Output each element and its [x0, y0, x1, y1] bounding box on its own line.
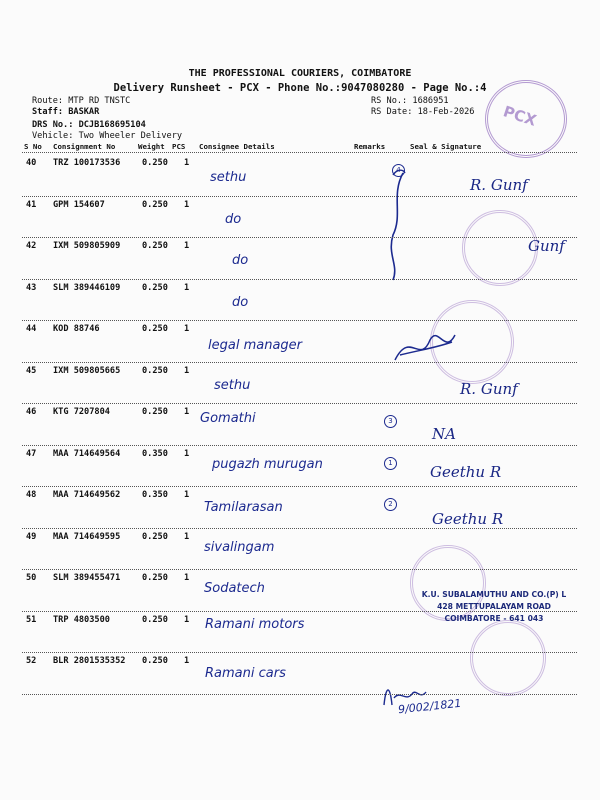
row-consignment-no: SLM 389446109: [53, 282, 121, 293]
row-consignee-handwriting: do: [232, 294, 249, 310]
company-title: THE PROFESSIONAL COURIERS, COIMBATORE: [188, 68, 412, 79]
row-pcs: 1: [184, 158, 190, 168]
col-remarks: Remarks: [354, 142, 386, 151]
row-weight: 0.250: [142, 614, 168, 625]
row-pcs: 1: [184, 407, 190, 417]
row-divider: [22, 611, 577, 612]
row-consignment-no: KOD 88746: [53, 324, 100, 334]
row-consignment-no: TRZ 100173536: [53, 158, 121, 168]
row-pcs: 1: [184, 365, 190, 376]
row-consignee-handwriting: Tamilarasan: [204, 500, 283, 515]
round-seal-1: [462, 210, 538, 286]
row-consignment-no: IXM 509805909: [53, 241, 121, 251]
row-sno: 46: [26, 407, 37, 417]
row-pcs: 1: [184, 490, 190, 500]
address-stamp: [394, 589, 594, 625]
col-seal: Seal & Signature: [410, 142, 482, 151]
row-divider: [22, 362, 577, 363]
row-consignment-no: MAA 714649562: [53, 490, 121, 500]
row-sno: 52: [26, 656, 37, 666]
row-weight: 0.350: [142, 448, 168, 459]
row-pcs: 1: [184, 531, 190, 542]
row-sno: 40: [26, 158, 37, 168]
row-signature: R. Gunf: [470, 176, 528, 194]
row-weight: 0.250: [142, 573, 168, 583]
row-divider: [22, 196, 577, 197]
row-divider: [22, 652, 577, 653]
row-sno: 48: [26, 490, 37, 500]
row-weight: 0.350: [142, 490, 168, 500]
rs-number: RS No.: 1686951: [371, 96, 449, 106]
row-divider: [22, 569, 577, 570]
row-signature: Gunf: [528, 237, 565, 255]
row-sno: 44: [26, 324, 37, 334]
address-line1: K.U. SUBALAMUTHU AND CO.(P) L: [421, 590, 567, 599]
row-pcs: 1: [184, 448, 190, 459]
row-remark-circle: 4: [392, 164, 405, 177]
vehicle: Vehicle: Two Wheeler Delivery: [32, 131, 183, 141]
row-weight: 0.250: [142, 656, 168, 666]
row-signature: Geethu R: [430, 462, 502, 481]
row-sno: 42: [26, 241, 37, 251]
row-signature: R. Gunf: [460, 379, 518, 398]
row-weight: 0.250: [142, 324, 168, 334]
row-pcs: 1: [184, 614, 190, 625]
header-divider: [22, 152, 577, 153]
row-divider: [22, 237, 577, 238]
row-pcs: 1: [184, 656, 190, 666]
route-info: [32, 96, 182, 142]
row-divider: [22, 528, 577, 529]
row-consignment-no: MAA 714649564: [53, 448, 121, 459]
row-remark-circle: 1: [384, 457, 397, 470]
col-pcs: PCS: [172, 142, 186, 151]
row-consignee-handwriting: pugazh murugan: [212, 456, 323, 472]
row-weight: 0.250: [142, 241, 168, 251]
col-consignee: Consignee Details: [199, 142, 275, 151]
row-consignee-handwriting: do: [232, 253, 249, 268]
row-consignee-handwriting: Sodatech: [204, 581, 265, 596]
rs-info: [371, 96, 474, 118]
row-sno: 43: [26, 282, 37, 293]
row-divider: [22, 279, 577, 280]
rs-date: RS Date: 18-Feb-2026: [371, 107, 475, 117]
col-weight: Weight: [138, 142, 165, 151]
row-consignment-no: BLR 2801535352: [53, 656, 126, 666]
row-consignee-handwriting: Ramani cars: [205, 666, 286, 681]
row-pcs: 1: [184, 324, 190, 334]
row-divider: [22, 486, 577, 487]
row-consignment-no: SLM 389455471: [53, 573, 121, 583]
row-pcs: 1: [184, 282, 190, 293]
bracket-mark: [383, 165, 413, 285]
row-weight: 0.250: [142, 407, 168, 417]
row-signature: NA: [432, 425, 456, 443]
row-weight: 0.250: [142, 158, 168, 168]
row-consignment-no: TRP 4803500: [53, 614, 110, 625]
address-line2: 428 METTUPALAYAM ROAD: [437, 602, 551, 611]
row-divider: [22, 445, 577, 446]
pcx-stamp: [485, 80, 567, 158]
row-signature: Geethu R: [432, 510, 504, 528]
row-weight: 0.250: [142, 531, 168, 542]
col-consignment: Consignment No: [53, 142, 116, 151]
row-pcs: 1: [184, 241, 190, 251]
row-consignee-handwriting: sethu: [210, 170, 247, 185]
row-remark-circle: 2: [384, 498, 397, 511]
row-weight: 0.250: [142, 365, 168, 376]
route: Route: MTP RD TNSTC: [32, 96, 131, 106]
col-sno: S No: [24, 142, 42, 151]
staff: Staff: BASKAR: [32, 107, 100, 117]
row-weight: 0.250: [142, 199, 168, 210]
row-sno: 49: [26, 531, 37, 542]
row-consignee-handwriting: sivalingam: [204, 539, 275, 555]
row-consignment-no: MAA 714649595: [53, 531, 121, 542]
row-consignment-no: KTG 7207804: [53, 407, 110, 417]
row-consignee-handwriting: Gomathi: [200, 411, 256, 426]
address-line3: COIMBATORE - 641 043: [444, 614, 544, 623]
row-weight: 0.250: [142, 282, 168, 293]
row-sno: 47: [26, 448, 37, 459]
drs-number: DRS No.: DCJB168695104: [32, 120, 146, 130]
row-consignee-handwriting: legal manager: [208, 338, 303, 353]
row-divider: [22, 694, 577, 695]
scribble-signature-44: [390, 320, 460, 370]
row-sno: 45: [26, 365, 37, 376]
row-sno: 50: [26, 573, 37, 583]
round-seal-4: [470, 620, 546, 696]
footer-handwritten-note: 9/002/1821: [397, 696, 462, 717]
pcx-stamp-text: PCX: [501, 102, 539, 130]
row-consignee-handwriting: sethu: [214, 377, 251, 393]
row-consignment-no: GPM 154607: [53, 199, 105, 210]
row-sno: 41: [26, 199, 37, 210]
row-remark-circle: 3: [384, 415, 397, 428]
row-consignee-handwriting: do: [225, 211, 242, 227]
row-consignment-no: IXM 509805665: [53, 365, 121, 376]
runsheet-subtitle: Delivery Runsheet - PCX - Phone No.:9047080280 - Page No.:4: [113, 82, 487, 94]
row-divider: [22, 320, 577, 321]
row-pcs: 1: [184, 199, 190, 210]
row-divider: [22, 403, 577, 404]
row-consignee-handwriting: Ramani motors: [205, 616, 305, 632]
row-pcs: 1: [184, 573, 190, 583]
row-sno: 51: [26, 614, 37, 625]
